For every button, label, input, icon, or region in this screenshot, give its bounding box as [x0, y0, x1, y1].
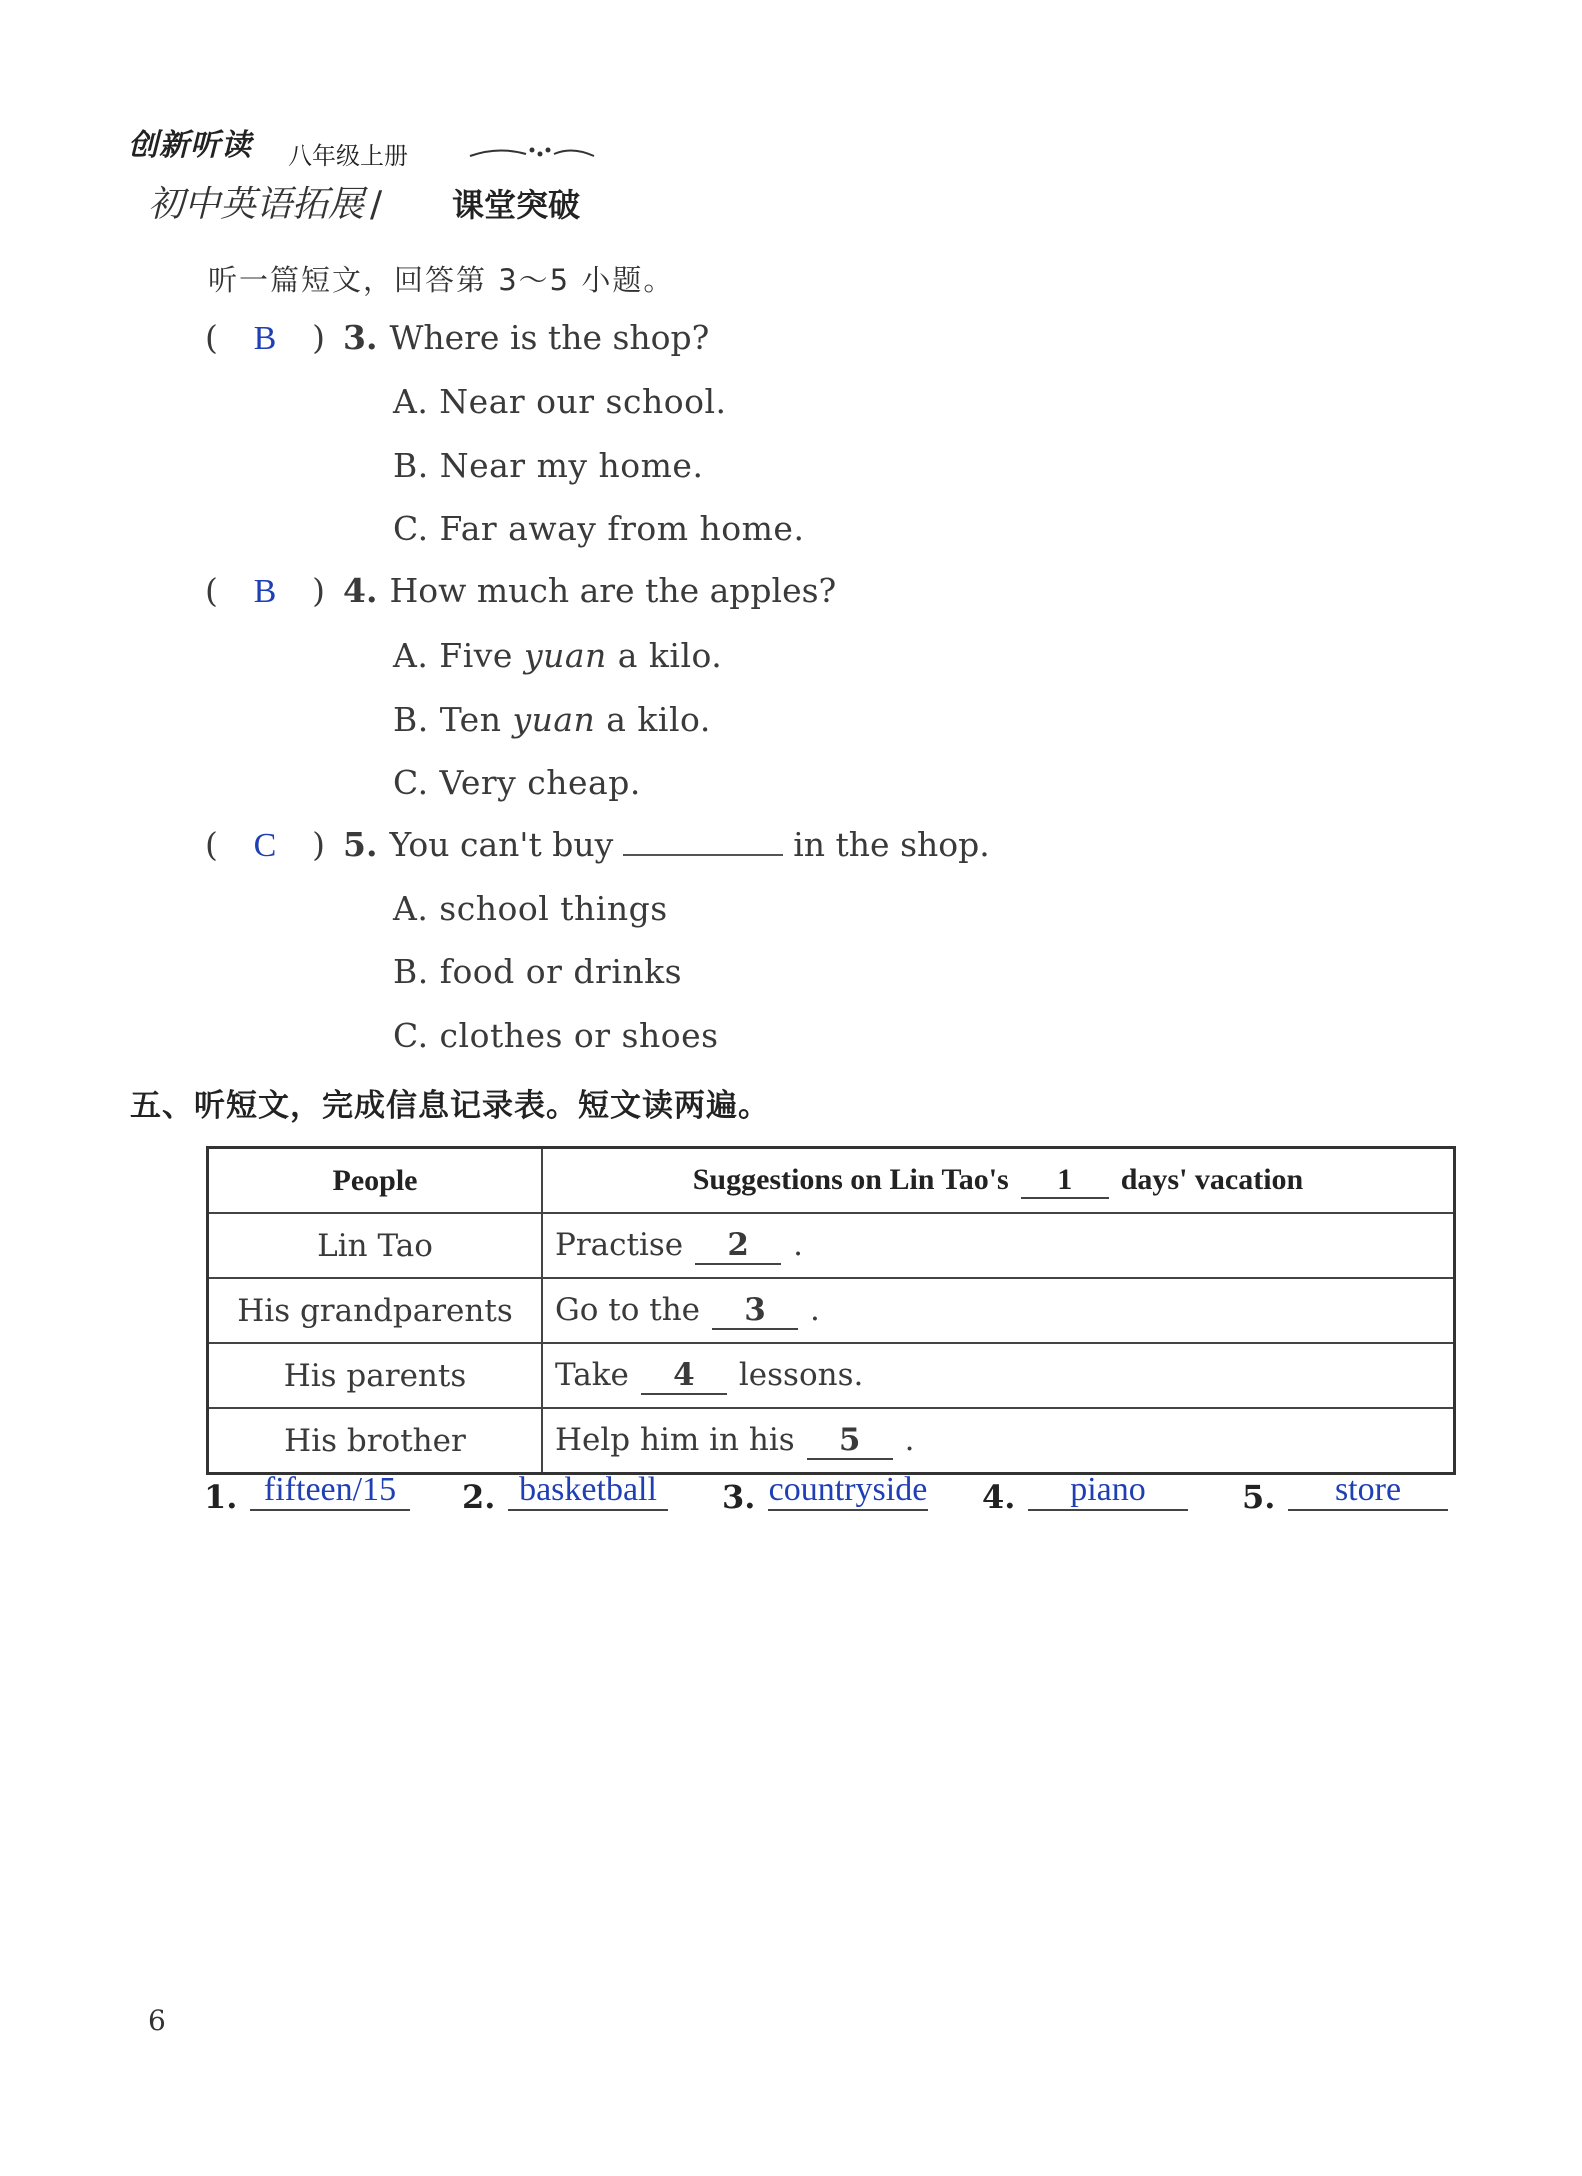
open-paren: ( [205, 825, 218, 864]
header-text: Suggestions on Lin Tao's [692, 1162, 1009, 1196]
option-text: a kilo. [595, 700, 711, 739]
blank-slot-3: 3 [712, 1292, 798, 1330]
suggestion-text: Practise [555, 1226, 684, 1263]
grade-label: 八年级上册 [288, 142, 408, 170]
table-row [208, 1343, 1455, 1408]
answer-4: B [253, 573, 277, 610]
section-5-title: 五、听短文，完成信息记录表。短文读两遍。 [130, 1088, 770, 1124]
header-text: days' vacation [1120, 1162, 1304, 1196]
answer-number: 3. [722, 1478, 756, 1516]
answer-value: store [1288, 1471, 1448, 1511]
answer-number: 5. [1242, 1478, 1276, 1516]
question-3 [205, 318, 709, 358]
option-4c: C. Very cheap. [393, 763, 641, 802]
question-number: 3. [343, 318, 378, 357]
option-italic: yuan [512, 700, 596, 739]
blank-slot-4: 4 [641, 1357, 727, 1395]
question-4 [205, 571, 836, 611]
answer-item-3 [722, 1471, 928, 1519]
person-cell: His brother [208, 1408, 543, 1474]
answer-item-2 [462, 1471, 668, 1519]
option-3c: C. Far away from home. [393, 509, 805, 548]
answer-value: fifteen/15 [250, 1471, 410, 1511]
header-suggestions [542, 1148, 1455, 1214]
page-number: 6 [148, 2004, 166, 2037]
close-paren: ) [312, 571, 325, 610]
answer-item-4 [982, 1471, 1188, 1519]
option-4a [393, 636, 722, 675]
question-number: 5. [343, 825, 378, 864]
answer-item-1 [204, 1471, 410, 1519]
answer-line [0, 1471, 1582, 1548]
close-paren: ) [312, 825, 325, 864]
suggestion-text: . [793, 1226, 804, 1263]
person-cell: Lin Tao [208, 1213, 543, 1278]
answer-value: piano [1028, 1471, 1188, 1511]
answer-value: countryside [768, 1471, 928, 1511]
suggestion-text: . [810, 1291, 820, 1328]
suggestion-text: Take [555, 1356, 629, 1393]
question-stem-end: in the shop. [793, 825, 990, 864]
option-5c: C. clothes or shoes [393, 1016, 719, 1055]
fill-blank [623, 826, 783, 856]
question-stem: Where is the shop? [389, 318, 710, 357]
answer-number: 4. [982, 1478, 1016, 1516]
suggestion-text: Help him in his [555, 1421, 795, 1458]
suggestion-cell [542, 1343, 1455, 1408]
question-stem: You can't buy [389, 825, 614, 864]
table-row [208, 1278, 1455, 1343]
suggestion-cell [542, 1278, 1455, 1343]
table-row [208, 1213, 1455, 1278]
suggestion-text: Go to the [555, 1291, 701, 1328]
option-italic: yuan [523, 636, 607, 675]
header-people: People [208, 1148, 543, 1214]
brand-logo: 创新听读 [128, 128, 252, 163]
question-number: 4. [343, 571, 378, 610]
section-name: 课堂突破 [452, 186, 581, 224]
question-stem: How much are the apples? [389, 571, 837, 610]
answer-number: 1. [204, 1478, 238, 1516]
option-text: B. Ten [393, 700, 513, 739]
series-title [148, 176, 388, 227]
blank-slot-1: 1 [1021, 1163, 1109, 1199]
suggestion-cell [542, 1408, 1455, 1474]
suggestion-text: lessons. [738, 1356, 864, 1393]
table-row [208, 1408, 1455, 1474]
option-text: a kilo. [606, 636, 723, 675]
listening-instruction: 听一篇短文，回答第 3～5 小题。 [208, 263, 675, 297]
option-5a: A. school things [393, 889, 668, 928]
question-5 [205, 825, 990, 865]
suggestion-cell [542, 1213, 1455, 1278]
blank-slot-2: 2 [695, 1227, 781, 1265]
option-4b [393, 700, 711, 739]
option-3a: A. Near our school. [393, 382, 727, 421]
open-paren: ( [205, 571, 218, 610]
person-cell: His grandparents [208, 1278, 543, 1343]
person-cell: His parents [208, 1343, 543, 1408]
option-3b: B. Near my home. [393, 446, 704, 485]
answer-number: 2. [462, 1478, 496, 1516]
answer-value: basketball [508, 1471, 668, 1511]
info-record-table [206, 1146, 1456, 1475]
answer-item-5 [1242, 1471, 1448, 1519]
close-paren: ) [312, 318, 325, 357]
answer-5: C [253, 827, 277, 864]
suggestion-text: . [904, 1421, 915, 1458]
series-name: 初中英语拓展 [148, 184, 365, 225]
answer-3: B [253, 320, 277, 357]
option-text: A. Five [393, 636, 524, 675]
table-header-row [208, 1148, 1455, 1214]
header-separator: / [370, 184, 383, 225]
open-paren: ( [205, 318, 218, 357]
blank-slot-5: 5 [807, 1422, 893, 1460]
option-5b: B. food or drinks [393, 952, 683, 991]
header-decoration-icon [468, 142, 598, 164]
